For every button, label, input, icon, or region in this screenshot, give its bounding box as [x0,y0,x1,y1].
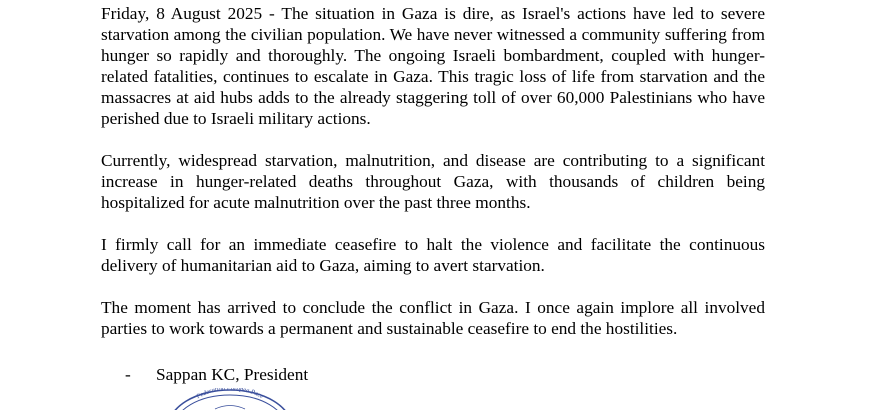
paragraph-starvation: Currently, widespread starvation, malnutrition, and disease are contributing to a significant increase in hunger-related deaths throughout Gaza, with thousands of children being hospitalized for acute malnutrition over the past three months. [101,151,765,212]
seal-stamp-icon [165,388,295,410]
paragraph-conclusion: The moment has arrived to conclude the conflict in Gaza. I once again implore all involved parties to work towards a permanent and sustainable ceasefire to end the hostilities. [101,298,765,338]
paragraph-ceasefire-call: I firmly call for an immediate ceasefire to halt the violence and facilitate the continuous delivery of humanitarian aid to Gaza, aiming to avert starvation. [101,235,765,275]
signature-line [125,364,308,385]
seal-text: Federation Europea Pace [195,388,265,401]
paragraph-situation: Friday, 8 August 2025 - The situation in Gaza is dire, as Israel's actions have led to severe starvation among the civilian population. We have never witnessed a community suffering from hunger so rapidly and thoroughly. The ongoing Israeli bombardment, coupled with hunger-related fatalities, continues to escalate in Gaza. This tragic loss of life from starvation and the massacres at aid hubs adds to the already staggering toll of over 60,000 Palestinians who have perished due to Israeli military actions. [101,4,765,128]
signature-name: Sappan KC, President [156,365,309,384]
organization-seal [165,388,295,415]
signature-dash: - [125,365,131,384]
